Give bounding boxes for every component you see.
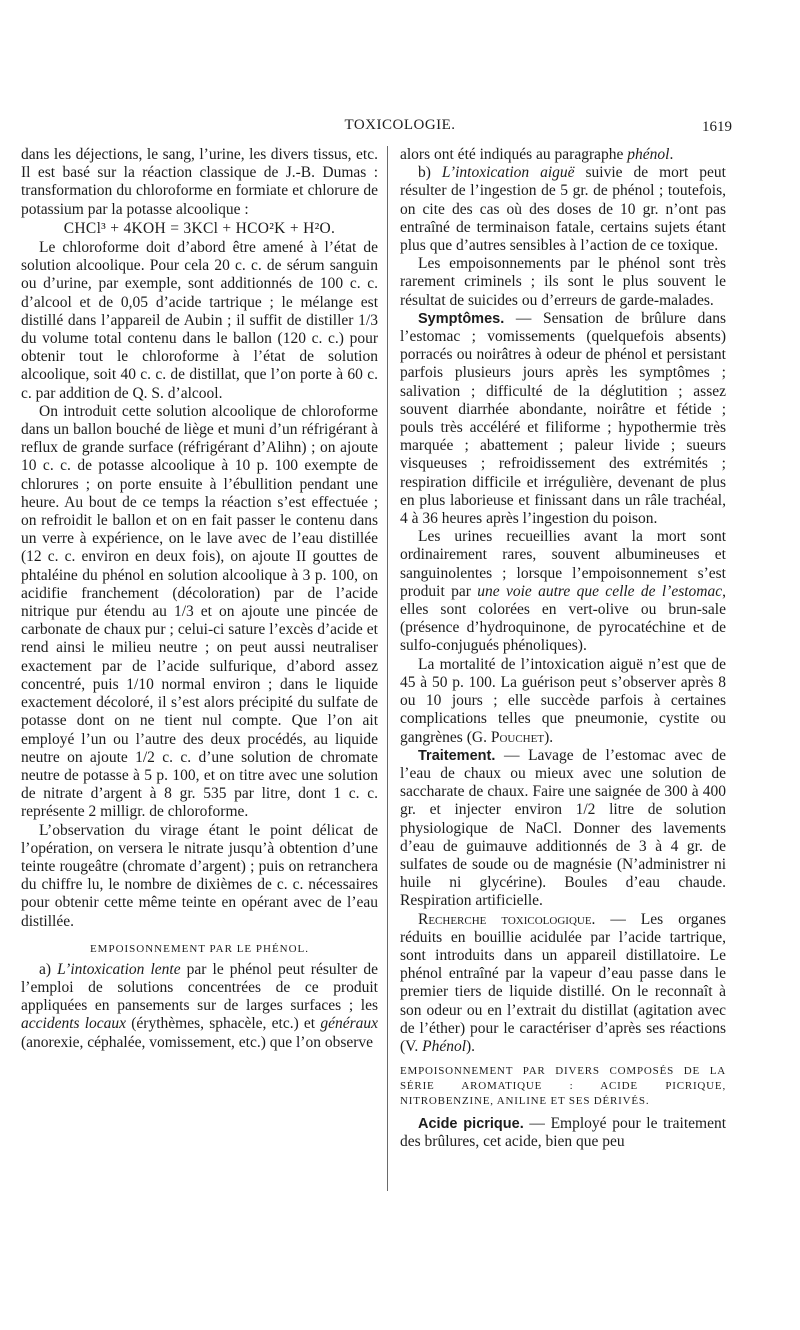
text-run: — Sensation de brûlure dans l’estomac ; vomissements (quelquefois absents) porracés ou noirâtres à odeur de phénol et persistant parfois plusieurs jours après les symptômes ; salivation ; difficulté de la déglutition ; assez souvent diarrhée abondante, noirâtre et fétide ; pouls très accéléré et filiforme ; hypothermie très marquée ; abattement ; paleur livide ; sueurs visqueuses ; refroidissement des extrémités ; respiration difficile et irrégulière, devenant de plus en plus laborieuse et finissant dans un râle trachéal, 4 à 36 heures après l’ingestion du poison. (400, 309, 726, 528)
chemical-equation: CHCl³ + 4KOH = 3KCl + HCO²K + H²O. (63, 219, 336, 237)
paragraph (21, 961, 378, 1052)
page-number: 1619 (702, 119, 732, 135)
italic-term: généraux (320, 1015, 378, 1033)
text-run: suivie de mort peut résulter de l’ingestion de 5 gr. de phénol ; toutefois, on cite des cas où des doses de 10 gr. n’ont pas entraîné de terminaison fatale, certains sujets étant plus que d’autres sensibles à l’action de ce toxique. (400, 164, 726, 255)
paragraph: Le chloroforme doit d’abord être amené à l’état de solution alcoolique. Pour cela 20 c. c. de sérum sanguin ou d’urine, par exemple, sont additionnés de 100 c. c. d’alcool et de 0,05 d’acide tartrique ; le mélange est distillé dans l’appareil de Aubin ; il suffit de distiller 1/3 du volume total contenu dans le ballon (120 c. c.) pour obtenir tout le chloroforme à l’état de solution alcoolique, soit 40 c. c. de distillat, que l’on porte à 60 c. c. par addition de Q. S. d’alcool. (21, 239, 378, 402)
text-run: La mortalité de l’intoxication aiguë n’est que de 45 à 50 p. 100. La guérison peut s’observer après 8 ou 10 jours ; elle succède parfois à certaines complications telles que pneumonie, cystite ou gangrènes (G. (400, 655, 726, 746)
text-run: (érythèmes, sphacèle, etc.) et (126, 1015, 321, 1033)
section-heading: EMPOISONNEMENT PAR LE PHÉNOL. (89, 942, 310, 955)
text-run: , elles sont colorées en vert-olive ou brun-sale (présence d’hydroquinone, de pyrocatéchine et de sulfo-conjugués phénoliques). (400, 582, 726, 655)
author-name: Pouchet (490, 728, 545, 746)
paragraph: On introduit cette solution alcoolique de chloroforme dans un ballon bouché de liège et muni d’un réfrigérant à reflux de grande surface (réfrigérant d’Alihn) ; on ajoute 10 c. c. de potasse alcoolique à 10 p. 100 exempte de chlorures ; on porte ensuite à l’ébullition pendant une heure. Au bout de ce temps la réaction s’est effectuée ; on refroidit le ballon et on en fait passer le contenu dans un verre à expérience, on le lave avec de l’eau distillée (12 c. c. environ en deux fois), on ajoute II gouttes de phtaléine du phénol en solution alcoolique à 3 p. 100, on acidifie franchement (décoloration) par de l’acide nitrique pur étendu au 1/3 et on ajoute une pincée de carbonate de chaux pur ; celui-ci sature l’excès d’acide et rend ainsi le milieu neutre ; on peut aussi neutraliser exactement par de l’acide sulfurique, d’abord assez concentré, puis 1/10 normal environ ; dans le liquide exactement décoloré, il s’est alors précipité du sulfate de potasse dont on ne tient nul compte. Que l’on ait employé l’un ou l’autre des deux procédés, au liquide neutre on ajoute 1/2 c. c. d’une solution de chromate neutre de potasse à 5 p. 100, et on titre avec une solution de nitrate d’argent à 8 gr. 535 par litre, dont 1 c. c. représente 2 milligr. de chloroforme. (21, 402, 378, 821)
item-label: b) (418, 164, 442, 182)
paragraph (400, 1115, 726, 1151)
paragraph: dans les déjections, le sang, l’urine, les divers tissus, etc. Il est basé sur la réaction classique de J.-B. Dumas : transformation du chloroforme en formiate et chlorure de potassium par la potasse alcoolique : (21, 146, 378, 218)
text-run: ). (466, 1037, 476, 1055)
italic-term: une voie autre que celle de l’estomac (477, 582, 723, 600)
text-run: — Les organes réduits en bouillie acidulée par l’acide tartrique, sont introduits dans un appareil distillatoire. Le phénol entraîné par la vapeur d’eau passe dans le premier tiers de liquide distillé. On le reconnaît à son odeur ou en l’extrait du distillat (agitation avec de l’éther) pour le caractériser d’après ses réactions (V. (400, 910, 726, 1055)
italic-term: L’intoxication lente (57, 960, 181, 978)
italic-term: L’intoxication aiguë (441, 164, 575, 182)
paragraph (400, 747, 726, 911)
text-run: — Lavage de l’estomac avec de l’eau de chaux ou mieux avec une solution de saccharate de chaux. Faire une saignée de 300 à 400 gr. et injecter environ 1/2 litre de solution physiologique de NaCl. Donner des lavements d’eau de guimauve additionnés de 3 à 4 gr. de sulfates de soude ou de magnésie (N’administrer ni huile ni glycérine). Boules d’eau chaude. Respiration artificielle. (400, 746, 726, 910)
text-run: — Employé pour le traitement des brûlures, cet acide, bien que peu (400, 1115, 726, 1151)
text-run: ). (544, 728, 554, 746)
page-header (0, 117, 800, 139)
right-column (400, 146, 726, 1152)
run-in-heading: Acide picrique. (418, 1116, 524, 1133)
running-title: TOXICOLOGIE. (344, 117, 456, 133)
text-run: par le phénol peut résulter de l’emploi de solutions concentrées de ce produit appliquées en pansements sur de larges surfaces ; les (21, 960, 378, 1015)
run-in-heading: Traitement. (418, 747, 496, 764)
paragraph (400, 528, 726, 655)
paragraph: Les empoisonnements par le phénol sont très rarement criminels ; ils sont le plus souvent le résultat de suicides ou d’erreurs de garde-malades. (400, 255, 726, 309)
text-run: alors ont été indiqués au paragraphe (400, 146, 628, 163)
paragraph (400, 146, 726, 164)
paragraph (400, 911, 726, 1057)
paragraph: L’observation du virage étant le point délicat de l’opération, on versera le nitrate jusqu’à obtention d’une teinte rougeâtre (chromate d’argent) ; puis on retranchera du chiffre lu, le nombre de dixièmes de c. c. nécessaires pour obtenir cette même teinte en opérant avec de l’eau distillée. (21, 821, 378, 930)
italic-term: Phénol (422, 1037, 467, 1055)
column-divider (387, 146, 388, 1191)
section-heading: EMPOISONNEMENT PAR DIVERS COMPOSÉS DE LA SÉRIE AROMATIQUE : ACIDE PICRIQUE, NITROBENZINE, ANILINE ET SES DÉRIVÉS. (400, 1065, 726, 1108)
paragraph (400, 164, 726, 255)
text-run: Les urines recueillies avant la mort sont ordinairement rares, souvent albumineuses et sanguinolentes ; lorsque l’empoisonnement s’est produit par (400, 528, 726, 600)
run-in-heading: Symptômes. (418, 310, 505, 327)
paragraph (400, 656, 726, 747)
paragraph (400, 310, 726, 528)
item-label: a) (39, 960, 58, 978)
italic-term: phénol (627, 146, 670, 163)
run-in-heading: Recherche toxicologique. (418, 910, 596, 928)
text-run: . (669, 146, 674, 163)
italic-term: accidents locaux (21, 1015, 127, 1033)
left-column (21, 146, 378, 1052)
text-run: (anorexie, céphalée, vomissement, etc.) que l’on observe (21, 1033, 374, 1051)
